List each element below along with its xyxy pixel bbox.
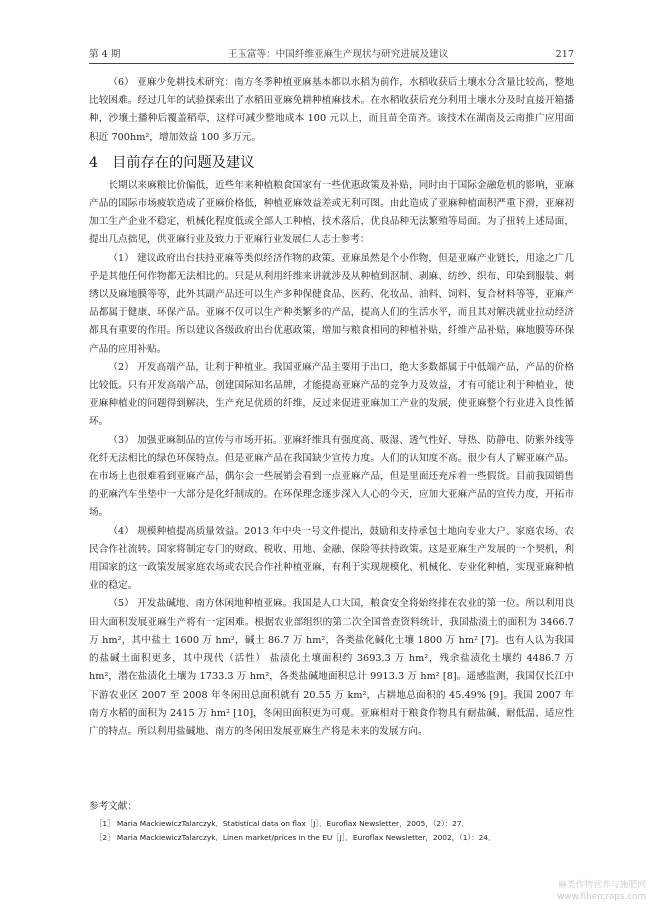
page-number: 217 <box>555 49 574 60</box>
references-title: 参考文献： <box>89 801 137 812</box>
reference-item: ［1］ Maria MackiewiczTalarczyk．Statistical data on flax［J］．Euroflax Newsletter，2005，（2）：27． <box>95 818 469 828</box>
watermark-name: 麻类作物营养与施肥网 <box>558 880 646 890</box>
paragraph-suggestion-4: （4） 规模种植提高质量效益。2013 年中央一号文件提出，鼓励和支持承包土地向专业大户、家庭农场、农民合作社流转。国家将制定专门的财政、税收、用地、金融、保险等扶持政策。这是亚麻生产发展的一个契机，利用国家的这一政策发展家庭农场或农民合作社种植亚麻，有利于实现规模化、机械化、专业化种植，实现亚麻种植业的稳定。 <box>89 525 574 592</box>
watermark-url: www.fibercrops.com <box>557 892 646 902</box>
reference-item: ［2］ Maria MackiewiczTalarczyk．Linen market/prices in the EU［J］．Euroflax Newsletter，2002，（1）：24． <box>95 833 496 843</box>
article-body <box>89 74 574 741</box>
paragraph-suggestion-2: （2） 开发高端产品，让利于种植业。我国亚麻产品主要用于出口，绝大多数都属于中低端产品，产品的价格比较低。只有开发高端产品，创建国际知名品牌，才能提高亚麻产品的竞争力及效益，才有可能让利于种植业，使亚麻种植业的问题得到解决，生产充足优质的纤维，反过来促进亚麻加工产业的发展，使亚麻整个行业进入良性循环。 <box>89 361 574 428</box>
site-watermark <box>486 879 646 903</box>
section-heading <box>89 152 574 174</box>
running-header <box>89 46 574 60</box>
paragraph-no-till-tech: （6） 亚麻少免耕技术研究：南方冬季种植亚麻基本都以水稻为前作，水稻收获后土壤水分含量比较高，整地比较困难。经过几年的试验探索出了水稻田亚麻免耕种植麻技术。在水稻收获后充分利用土壤水分及时直接开箱播种，沙壤土播种后覆盖稻草，这样可减少整地成本 100 元以上，而且苗全苗齐。该技术在湖南及云南推广应用面积近 700hm²，增加效益 100 多万元。 <box>89 77 574 143</box>
section-title: 目前存在的问题及建议 <box>112 154 255 171</box>
issue-label: 第 4 期 <box>89 49 121 60</box>
header-rule <box>89 63 574 64</box>
paragraph-intro: 长期以来麻粮比价偏低，近些年来种植粮食国家有一些优惠政策及补贴，同时由于国际金融危机的影响，亚麻产品的国际市场疲软造成了亚麻价格低，种植亚麻效益差或无利可图。由此造成了亚麻种植面积严重下滑，亚麻初加工生产企业不稳定，机械化程度低或全部人工种植，技术落后，优良品种无法繁殖等局面。为了扭转上述局面，提出几点拙见，供亚麻行业及致力于亚麻行业发展仁人志士参考： <box>89 179 574 246</box>
paragraph-suggestion-1: （1） 建议政府出台扶持亚麻等类似经济作物的政策。亚麻虽然是个小作物，但是亚麻产业链长，用途之广几乎是其他任何作物都无法相比的。只是从利用纤维来讲就涉及从种植到沤制、剥麻、纺纱、织布、印染到服装、刺绣以及麻地膜等等，此外其副产品还可以生产多种保健食品、医药、化妆品、油料、饲料、复合材料等等，亚麻产品都属于健康、环保产品。亚麻不仅可以生产种类繁多的产品，提高人们的生活水平，而且其对解决就业拉动经济都具有重要的作用。所以建议各级政府出台优惠政策，增加与粮食相同的种植补贴，纤维产品补贴，麻地膜等环保产品的应用补贴。 <box>89 252 574 355</box>
paragraph-suggestion-3: （3） 加强亚麻制品的宣传与市场开拓。亚麻纤维具有强度高、吸湿、透气性好、导热、防静电、防紫外线等化纤无法相比的绿色环保特点。但是亚麻产品在我国缺少宣传力度。人们的认知度不高。很少有人了解亚麻产品。在市场上也很难看到亚麻产品，偶尔会一些展销会看到一点亚麻产品，但是里面还充斥着一些假货。目前我国销售的亚麻汽车坐垫中一大部分是化纤制成的。在环保理念逐步深入人心的今天，应加大亚麻产品的宣传力度，开拓市场。 <box>89 434 574 519</box>
running-title: 王玉富等：中国纤维亚麻生产现状与研究进展及建议 <box>227 49 449 60</box>
references <box>89 800 574 846</box>
paragraph-suggestion-5: （5） 开发盐碱地、南方休闲地种植亚麻。我国是人口大国，粮食安全将始终排在农业的第一位。所以利用良田大面积发展亚麻生产将有一定困难。根据农业部组织的第二次全国普查资料统计，我国盐渍土的面积为 3466.7 万 hm²，其中盐土 1600 万 hm²，碱土 86.7 万 hm²，各类盐化碱化土壤 1800 万 hm² [7]。也有人认为我国的盐碱土面积更多，其中现代（活性） 盐渍化土壤面积约 3693.3 万 hm²，残余盐渍化土壤约 4486.7 万 hm²，潜在盐渍化土壤为 1733.3 万 hm²，各类盐碱地面积总计 9913.3 万 hm² [8]。遥感监测，我国仅长江中下游农业区 2007 至 2008 年冬闲田总面积就有 20.55 万 km²，占耕地总面积的 45.49% [9]。我国 2007 年南方水稻的面积为 2415 万 hm² [10]，冬闲田面积更为可观。亚麻相对于粮食作物具有耐盐碱、耐低温、适应性广的特点。所以利用盐碱地、南方的冬闲田发展亚麻生产将是未来的发展方向。 <box>89 598 574 737</box>
section-number: 4 <box>89 154 99 171</box>
